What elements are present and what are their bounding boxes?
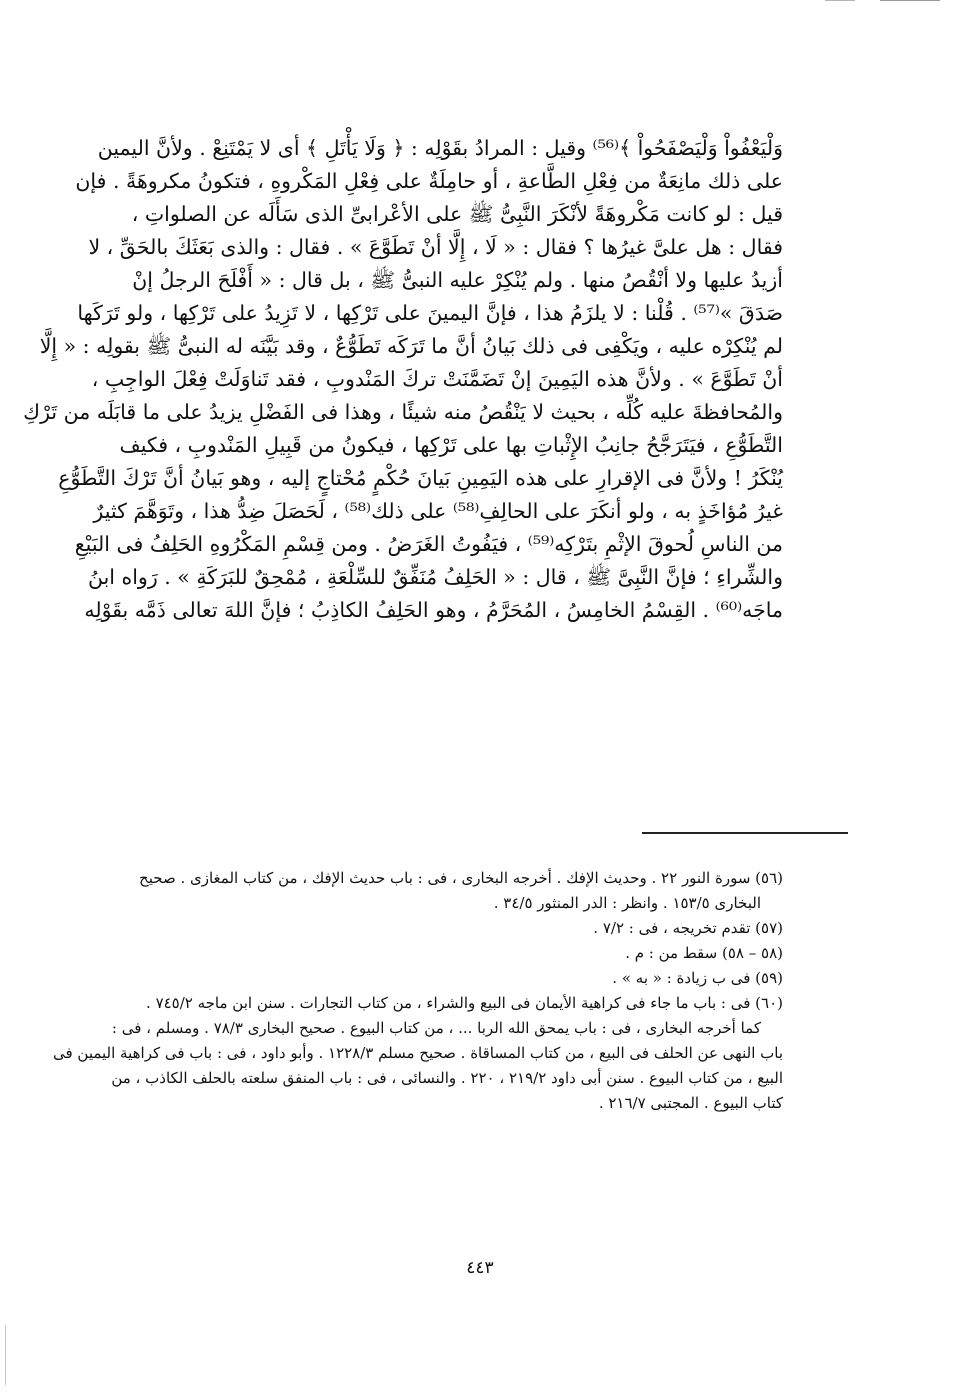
footnotes bbox=[52, 866, 783, 1116]
footnote-56: (٥٦) سورة النور ٢٢ . وحديث الإفك . أخرجه البخارى ، فى : باب حديث الإفك ، من كتاب المغازى . صحيح bbox=[139, 869, 783, 887]
footnote-56-continued: البخارى ١٥٣/٥ . وانظر : الدر المنثور ٣٤/٥ . bbox=[493, 894, 761, 912]
scan-edge-mark bbox=[880, 0, 940, 1]
body-line: وَلْيَعْفُواْ وَلْيَصْفَحُواْ ﴾⁽⁵⁶⁾ وقيل : المرادُ بقَوْلِه : ﴿ وَلَا يَأْتَلِ ﴾ أى لا يَمْتَنِعْ . ولأنَّ اليمين bbox=[97, 136, 783, 160]
footnote-60-continued: البيع ، من كتاب البيوع . سنن أبى داود ٢١٩/٢ ، ٢٢٠ . والنسائى ، فى : باب المنفق سلعته بالحلف الكاذب ، من bbox=[111, 1069, 783, 1087]
footnote-60: (٦٠) فى : باب ما جاء فى كراهية الأيمان فى البيع والشراء ، من كتاب التجارات . سنن ابن ماجه ٧٤٥/٢ . bbox=[146, 994, 783, 1012]
footnote-60-continued: كتاب البيوع . المجتبى ٢١٦/٧ . bbox=[598, 1094, 783, 1112]
body-line: صَدَقَ »⁽⁵⁷⁾ . قُلْنا : لا يلزَمُ هذا ، فإنَّ اليمينَ على تَرْكِها ، لا تَزِيدُ على تَرْكِها ، ولو تَرَكَها bbox=[77, 301, 783, 325]
footnote-60-continued: باب النهى عن الحلف فى البيع ، من كتاب المساقاة . صحيح مسلم ١٢٢٨/٣ . وأبو داود ، فى : باب فى كراهية اليمين فى bbox=[52, 1044, 783, 1062]
footnote-57: (٥٧) تقدم تخريجه ، فى : ٧/٢ . bbox=[593, 919, 783, 937]
footnote-59: (٥٩) فى ب زيادة : « به » . bbox=[612, 969, 783, 987]
main-body-text bbox=[23, 132, 783, 627]
body-line: فقال : هل علىَّ غيرُها ؟ فقال : « لَا ، إِلَّا أنْ تَطَوَّعَ » . فقال : والذى بَعَثَكَ بالحَقِّ ، لا bbox=[88, 235, 783, 259]
body-line: أنْ تَطَوَّعَ » . ولأنَّ هذه اليَمِينَ إنْ تَضَمَّنَتْ تركَ المَنْدوبِ ، فقد تَناوَلَتْ فِعْلَ الواجِبِ ، bbox=[91, 367, 783, 391]
footnote-58: (٥٨ – ٥٨) سقط من : م . bbox=[625, 944, 783, 962]
footnote-separator bbox=[642, 832, 848, 834]
body-line: والشِّراءِ ؛ فإنَّ النَّبِىَّ ﷺ ، قال : « الحَلِفُ مُنَفِّقٌ للسِّلْعَةِ ، مُمْحِقٌ للبَرَكَةِ » . رَواه ابنُ bbox=[87, 565, 783, 589]
scan-edge-mark bbox=[5, 1325, 6, 1385]
body-line: والمُحافظةَ عليه كُلِّه ، بحيث لا يَنْقُصُ منه شيئًا ، وهذا فى الفَضْلِ يزيدُ على ما قابَلَه من تَرْكِ bbox=[23, 400, 783, 424]
footnote-60-continued: كما أخرجه البخارى ، فى : باب يمحق الله الربا ... ، من كتاب البيوع . صحيح البخارى ٧٨/٣ . ومسلم ، فى : bbox=[111, 1019, 761, 1037]
body-line: التَّطَوُّعِ ، فيَتَرَجَّحُ جانِبُ الإِثْباتِ بها على تَرْكِها ، فيكونُ من قَبِيلِ المَنْدوبِ ، فكيف bbox=[119, 433, 783, 457]
body-line: على ذلك مانِعَةٌ من فِعْلِ الطَّاعةِ ، أو حامِلَةٌ على فِعْلِ المَكْروهِ ، فتكونُ مكروهَةً . فإن bbox=[75, 169, 783, 193]
body-line: ماجَه⁽⁶⁰⁾ . القِسْمُ الخامِسُ ، المُحَرَّمُ ، وهو الحَلِفُ الكاذِبُ ؛ فإنَّ اللهَ تعالى ذَمَّه بقَوْلِه bbox=[84, 598, 783, 622]
body-line: قيل : لو كانت مَكْروهَةً لأنْكَرَ النَّبِىُّ ﷺ على الأعْرابىِّ الذى سَأَلَه عن الصلواتِ ، bbox=[131, 202, 783, 226]
body-line: غيرُ مُؤاخَذٍ به ، ولو أنكَرَ على الحالِفِ⁽⁵⁸⁾ على ذلك⁽⁵⁸⁾ ، لَحَصَلَ ضِدُّ هذا ، وتَوَهَّمَ كثيرٌ bbox=[93, 499, 783, 523]
scan-edge-mark bbox=[825, 0, 855, 1]
body-line: من الناسِ لُحوقَ الإثْمِ بتَرْكِه⁽⁵⁹⁾ ، فيَفُوتُ الغَرَضُ . ومن قِسْمِ المَكْرُوهِ الحَلِفُ فى البَيْعِ bbox=[74, 532, 783, 556]
body-line: لم يُنْكِرْه عليه ، ويَكْفِى فى ذلك بَيانُ أنَّ ما تَرَكَه تَطَوُّعٌ ، وقد بَيَّنَه له النبىُّ ﷺ بقولِه : « إِلَّا bbox=[39, 334, 783, 358]
page-number: ٤٤٣ bbox=[466, 1258, 494, 1278]
body-line: أزيدُ عليها ولا أنْقُصُ منها . ولم يُنْكِرْ عليه النبىُّ ﷺ ، بل قال : « أَفْلَحَ الرجلُ إنْ bbox=[132, 268, 783, 292]
body-line: يُنْكَرُ ! ولأنَّ فى الإقرارِ على هذه اليَمِينِ بَيانَ حُكْمٍ مُحْتاجٍ إليه ، وهو بَيانُ أنَّ تَرْكَ التَّطَوُّعِ bbox=[58, 466, 783, 490]
